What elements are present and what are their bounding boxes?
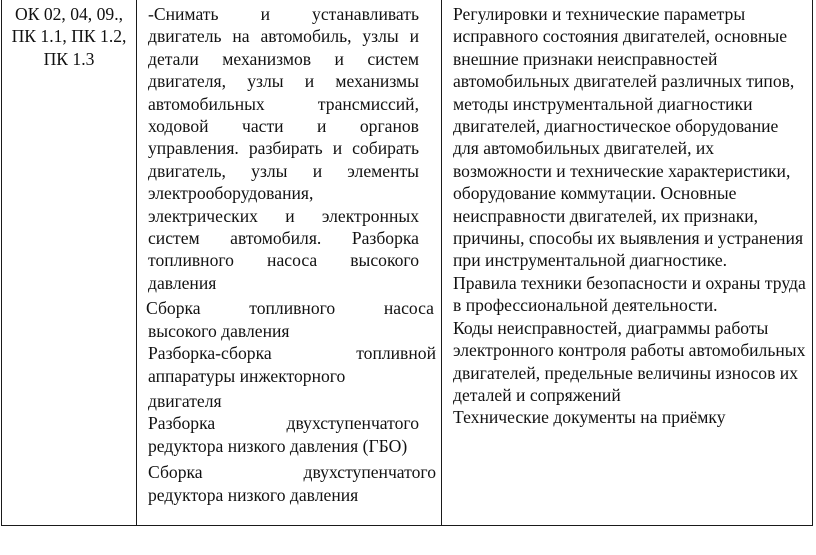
knowledge-paragraph-4: Технические документы на приёмку [453, 407, 726, 428]
competence-codes-cell [7, 3, 131, 70]
skill-item-2-line-3: двигателя [148, 390, 222, 411]
column-divider-2 [441, 0, 442, 526]
skill-item-4-line-2: редуктора низкого давления [148, 484, 359, 505]
skills-main-text: -Снимать и устанавливать двигатель на автомобиль, узлы и детали механизмов и систем двигателя, узлы и механизмы автомобильных трансмиссий, ходовой части и органов управления. разбирать и собирать двигатель, узлы и элементы электрооборудования, электрических и электронных систем автомобиля. Разборка топливного насоса высокого давления [148, 4, 419, 293]
table-border-left [1, 0, 2, 526]
skill-item-4-line-1: Сборка двухступенчатого [148, 462, 436, 483]
competence-table [1, 0, 813, 526]
skills-cell [146, 3, 436, 506]
knowledge-cell [453, 3, 807, 429]
table-border-bottom [1, 525, 813, 526]
knowledge-paragraph-1: Регулировки и технические параметры исправного состояния двигателей, основные внешние признаки неисправностей автомобильных двигателей различных типов, методы инструментальной диагностики двигателей, диагностическое оборудование для автомобильных двигателей, их возможности и технические характеристики, оборудование коммутации. Основные неисправности двигателей, их признаки, причины, способы их выявления и устранения при инструментальной диагностике. [453, 4, 804, 271]
skill-item-1-line-2: высокого давления [148, 320, 290, 341]
column-divider-1 [136, 0, 137, 526]
knowledge-paragraph-2: Правила техники безопасности и охраны труда в профессиональной деятельности. [453, 272, 806, 316]
skill-item-1-line-1: Сборка топливного насоса [146, 298, 434, 319]
knowledge-paragraph-3: Коды неисправностей, диаграммы работы электронного контроля работы автомобильных двигателей, предельные величины износов их деталей и сопряжений [453, 317, 806, 405]
competence-codes: ОК 02, 04, 09., ПК 1.1, ПК 1.2, ПК 1.3 [11, 4, 127, 69]
skill-item-2-line-2: аппаратуры инжекторного [148, 365, 346, 386]
table-border-right [812, 0, 813, 526]
skill-item-2-line-1: Разборка-сборка топливной [148, 343, 436, 364]
skill-item-3: Разборка двухступенчатого редуктора низкого давления (ГБО) [148, 413, 419, 456]
